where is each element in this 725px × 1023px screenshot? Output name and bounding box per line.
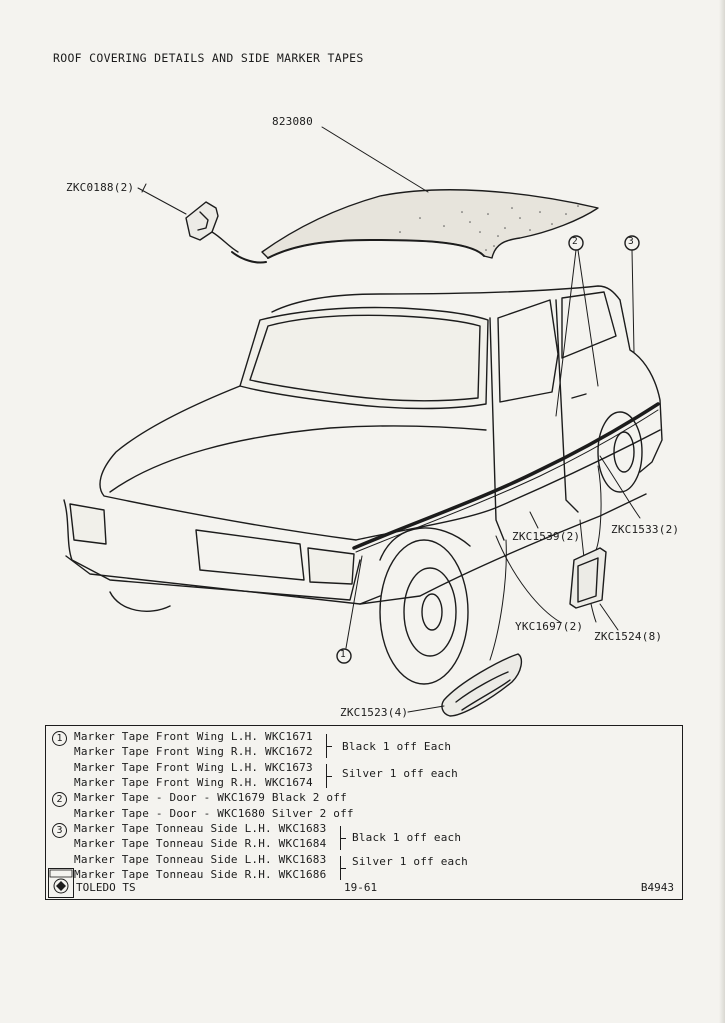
callout-zkc1539: ZKC1539(2) — [512, 530, 581, 543]
bracket — [326, 764, 327, 788]
legend-note-silver: Silver 1 off each — [342, 767, 458, 780]
callout-zkc1523: ZKC1523(4) — [340, 706, 409, 719]
legend-line: Marker Tape - Door - WKC1680 Silver 2 off — [74, 807, 354, 820]
callout-marker-1: 1 — [340, 649, 346, 660]
legend-line: Marker Tape Front Wing L.H. WKC1671 — [74, 730, 313, 743]
footer-model: TOLEDO TS — [76, 881, 136, 894]
legend-number-2: 2 — [52, 792, 67, 807]
footer-page-number: 19-61 — [344, 881, 378, 894]
zkc1524-part — [570, 548, 606, 608]
legend-line: Marker Tape Tonneau Side R.H. WKC1686 — [74, 868, 327, 881]
callout-marker-2: 2 — [572, 236, 578, 247]
callout-823080: 823080 — [272, 115, 313, 128]
legend-line: Marker Tape Tonneau Side R.H. WKC1684 — [74, 837, 327, 850]
parts-legend — [45, 725, 683, 900]
zkc1523-part — [442, 654, 521, 716]
leader-823080 — [322, 127, 428, 192]
legend-note-black: Black 1 off Each — [342, 740, 452, 753]
bracket — [340, 856, 341, 880]
bracket — [340, 826, 341, 850]
legend-line: Marker Tape Front Wing R.H. WKC1674 — [74, 776, 313, 789]
page-title: ROOF COVERING DETAILS AND SIDE MARKER TAPES — [53, 51, 364, 65]
footer-reference: B4943 — [640, 881, 674, 894]
callout-ykc1697: YKC1697(2) — [515, 620, 584, 633]
legend-note-black: Black 1 off each — [352, 831, 462, 844]
legend-number-1: 1 — [52, 731, 67, 746]
roof-covering-panel — [262, 190, 598, 258]
bracket — [326, 734, 327, 758]
legend-note-silver: Silver 1 off each — [352, 855, 468, 868]
callout-zkc0188: ZKC0188(2) — [66, 181, 135, 194]
legend-line: Marker Tape Front Wing R.H. WKC1672 — [74, 745, 313, 758]
legend-line: Marker Tape - Door - WKC1679 Black 2 off — [74, 791, 347, 804]
legend-line: Marker Tape Tonneau Side L.H. WKC1683 — [74, 853, 327, 866]
roof-clip-part — [186, 202, 266, 263]
leader-zkc0188 — [138, 188, 186, 214]
legend-line: Marker Tape Front Wing L.H. WKC1673 — [74, 761, 313, 774]
callout-marker-3: 3 — [628, 236, 634, 247]
british-leyland-logo — [48, 868, 74, 898]
callout-zkc1524: ZKC1524(8) — [594, 630, 663, 643]
callout-zkc1533: ZKC1533(2) — [611, 523, 680, 536]
legend-number-3: 3 — [52, 823, 67, 838]
legend-line: Marker Tape Tonneau Side L.H. WKC1683 — [74, 822, 327, 835]
